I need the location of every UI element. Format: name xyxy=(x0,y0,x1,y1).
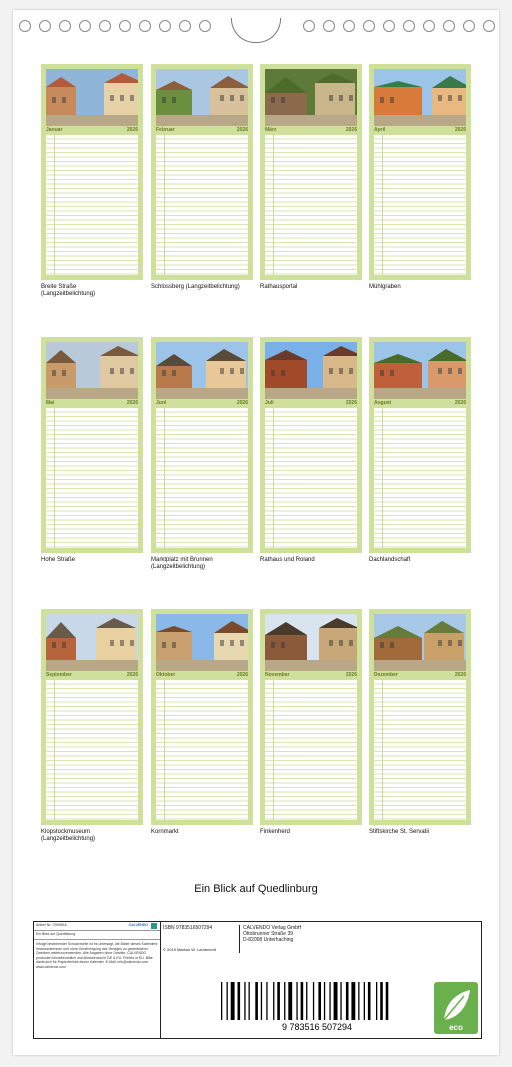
day-grid xyxy=(156,680,248,820)
month-card xyxy=(41,337,143,553)
day-grid xyxy=(374,680,466,820)
month-caption: Rathausportal xyxy=(260,284,298,290)
month-oktober xyxy=(151,609,253,836)
month-photo xyxy=(374,342,466,399)
month-card xyxy=(41,609,143,825)
day-grid xyxy=(265,408,357,548)
month-märz xyxy=(260,64,362,291)
month-april xyxy=(369,64,471,291)
binding-hole xyxy=(99,20,111,32)
month-year: 2026 xyxy=(126,400,138,406)
publisher-address: CALVENDO Verlag GmbH Ottobrunner Straße 39 D-82008 Unterhaching xyxy=(243,925,302,943)
month-header xyxy=(156,671,248,679)
month-name: Dezember xyxy=(374,672,398,678)
brand-logo-mark xyxy=(151,923,157,929)
calendar-sheet xyxy=(13,10,499,1055)
month-card xyxy=(260,609,362,825)
month-november xyxy=(260,609,362,836)
month-caption: Kornmarkt xyxy=(151,829,179,835)
month-caption: Mühlgraben xyxy=(369,284,401,290)
month-header xyxy=(46,399,138,407)
month-photo xyxy=(265,69,357,126)
product-title: Ein Blick auf Quedlinburg xyxy=(36,932,76,936)
month-card xyxy=(369,609,471,825)
month-card xyxy=(151,64,253,280)
month-photo-frame xyxy=(265,69,357,126)
day-grid xyxy=(46,408,138,548)
binding-holes xyxy=(13,20,499,34)
binding-hole xyxy=(119,20,131,32)
month-name: Juli xyxy=(265,400,274,406)
month-header xyxy=(374,671,466,679)
month-caption: Stiftskirche St. Servatii xyxy=(369,829,430,835)
month-year: 2026 xyxy=(126,672,138,678)
product-info-left xyxy=(34,922,161,1038)
month-year: 2026 xyxy=(454,127,466,133)
month-photo-frame xyxy=(156,342,248,399)
month-year: 2026 xyxy=(345,127,357,133)
month-februar xyxy=(151,64,253,291)
month-photo xyxy=(46,69,138,126)
product-info-box xyxy=(33,921,482,1039)
binding-hole xyxy=(303,20,315,32)
month-caption: Rathaus und Roland xyxy=(260,557,315,563)
month-name: September xyxy=(46,672,72,678)
month-caption: Klopstockmuseum (Langzeitbelichtung) xyxy=(41,829,96,842)
month-year: 2026 xyxy=(126,127,138,133)
binding-hole xyxy=(483,20,495,32)
month-caption: Dachlandschaft xyxy=(369,557,411,563)
barcode xyxy=(217,982,417,1032)
month-card xyxy=(151,337,253,553)
month-photo xyxy=(374,69,466,126)
binding-hole xyxy=(423,20,435,32)
day-grid xyxy=(46,135,138,275)
month-name: Februar xyxy=(156,127,175,133)
day-grid xyxy=(265,680,357,820)
binding-hole xyxy=(463,20,475,32)
barcode-number: 9 783516 507294 xyxy=(281,1022,353,1032)
month-photo xyxy=(156,69,248,126)
month-card xyxy=(260,337,362,553)
month-caption: Hohe Straße xyxy=(41,557,76,563)
month-name: Oktober xyxy=(156,672,176,678)
month-photo xyxy=(156,614,248,671)
day-grid xyxy=(46,680,138,820)
month-photo xyxy=(374,614,466,671)
month-header xyxy=(374,126,466,134)
binding-hole xyxy=(179,20,191,32)
binding-hole xyxy=(323,20,335,32)
month-photo-frame xyxy=(46,614,138,671)
month-photo-frame xyxy=(374,69,466,126)
month-year: 2026 xyxy=(345,672,357,678)
month-photo xyxy=(46,342,138,399)
month-header xyxy=(46,126,138,134)
month-caption: Breite Straße (Langzeitbelichtung) xyxy=(41,284,96,297)
month-caption: Schlossberg (Langzeitbelichtung) xyxy=(151,284,240,290)
month-name: April xyxy=(374,127,386,133)
month-photo-frame xyxy=(156,614,248,671)
binding-hole xyxy=(403,20,415,32)
day-grid xyxy=(265,135,357,275)
month-dezember xyxy=(369,609,471,836)
legal-text: Infolge bestehender Schutzrechte ist es untersagt, die Bilder dieses Kalenders herauszutrennen und ohne Genehmigung des Verlages zu gewerblichen Zwecken weiterzuverwenden. Alle Angaben ohne Gewähr. CALVENDO produziert klimafreundlich und klimaneutral in DE & EU. Printed in EU. Bitte dankt sich für Papierfreiheit dieser Kalender. E-Mail: info@calvendo.com · www.calvendo.com xyxy=(36,942,158,969)
month-header xyxy=(156,399,248,407)
month-photo xyxy=(46,614,138,671)
article-number: Artikel Nr.: 2990816 xyxy=(36,923,67,927)
month-name: August xyxy=(374,400,392,406)
month-photo-frame xyxy=(156,69,248,126)
eco-badge xyxy=(434,982,478,1034)
month-juni xyxy=(151,337,253,571)
month-name: Januar xyxy=(46,127,63,133)
binding-hole xyxy=(19,20,31,32)
day-grid xyxy=(156,408,248,548)
month-name: Mai xyxy=(46,400,55,406)
binding-hole xyxy=(159,20,171,32)
binding-hole xyxy=(59,20,71,32)
brand-logo: CALVENDO xyxy=(128,923,148,927)
binding-hole xyxy=(39,20,51,32)
binding-hole xyxy=(79,20,91,32)
month-header xyxy=(265,399,357,407)
month-card xyxy=(369,64,471,280)
month-photo-frame xyxy=(265,614,357,671)
month-name: November xyxy=(265,672,290,678)
copyright: © 2019 Markus W. Lambrecht xyxy=(163,947,216,952)
month-header xyxy=(46,671,138,679)
month-year: 2026 xyxy=(236,400,248,406)
month-caption: Marktplatz mit Brunnen (Langzeitbelichtung) xyxy=(151,557,213,570)
isbn: ISBN 9783516507294 xyxy=(163,925,213,931)
day-grid xyxy=(374,135,466,275)
month-header xyxy=(265,126,357,134)
day-grid xyxy=(156,135,248,275)
month-juli xyxy=(260,337,362,564)
month-card xyxy=(151,609,253,825)
month-card xyxy=(369,337,471,553)
month-year: 2026 xyxy=(236,672,248,678)
month-januar xyxy=(41,64,143,298)
hanger-hook xyxy=(231,18,281,43)
month-august xyxy=(369,337,471,564)
month-photo xyxy=(265,614,357,671)
month-photo-frame xyxy=(46,69,138,126)
binding-hole xyxy=(343,20,355,32)
month-photo-frame xyxy=(46,342,138,399)
month-photo-frame xyxy=(265,342,357,399)
month-photo-frame xyxy=(374,614,466,671)
binding-hole xyxy=(383,20,395,32)
month-year: 2026 xyxy=(236,127,248,133)
month-year: 2026 xyxy=(454,672,466,678)
month-header xyxy=(265,671,357,679)
month-name: März xyxy=(265,127,277,133)
month-mai xyxy=(41,337,143,564)
month-year: 2026 xyxy=(454,400,466,406)
month-september xyxy=(41,609,143,843)
binding-hole xyxy=(199,20,211,32)
month-year: 2026 xyxy=(345,400,357,406)
month-photo-frame xyxy=(374,342,466,399)
day-grid xyxy=(374,408,466,548)
month-name: Juni xyxy=(156,400,167,406)
binding-hole xyxy=(443,20,455,32)
month-photo xyxy=(156,342,248,399)
month-photo xyxy=(265,342,357,399)
binding-hole xyxy=(363,20,375,32)
binding-hole xyxy=(139,20,151,32)
month-card xyxy=(41,64,143,280)
month-card xyxy=(260,64,362,280)
month-caption: Finkenherd xyxy=(260,829,291,835)
calendar-title: Ein Blick auf Quedlinburg xyxy=(194,883,318,895)
month-header xyxy=(156,126,248,134)
eco-label: eco xyxy=(449,1023,463,1032)
month-header xyxy=(374,399,466,407)
